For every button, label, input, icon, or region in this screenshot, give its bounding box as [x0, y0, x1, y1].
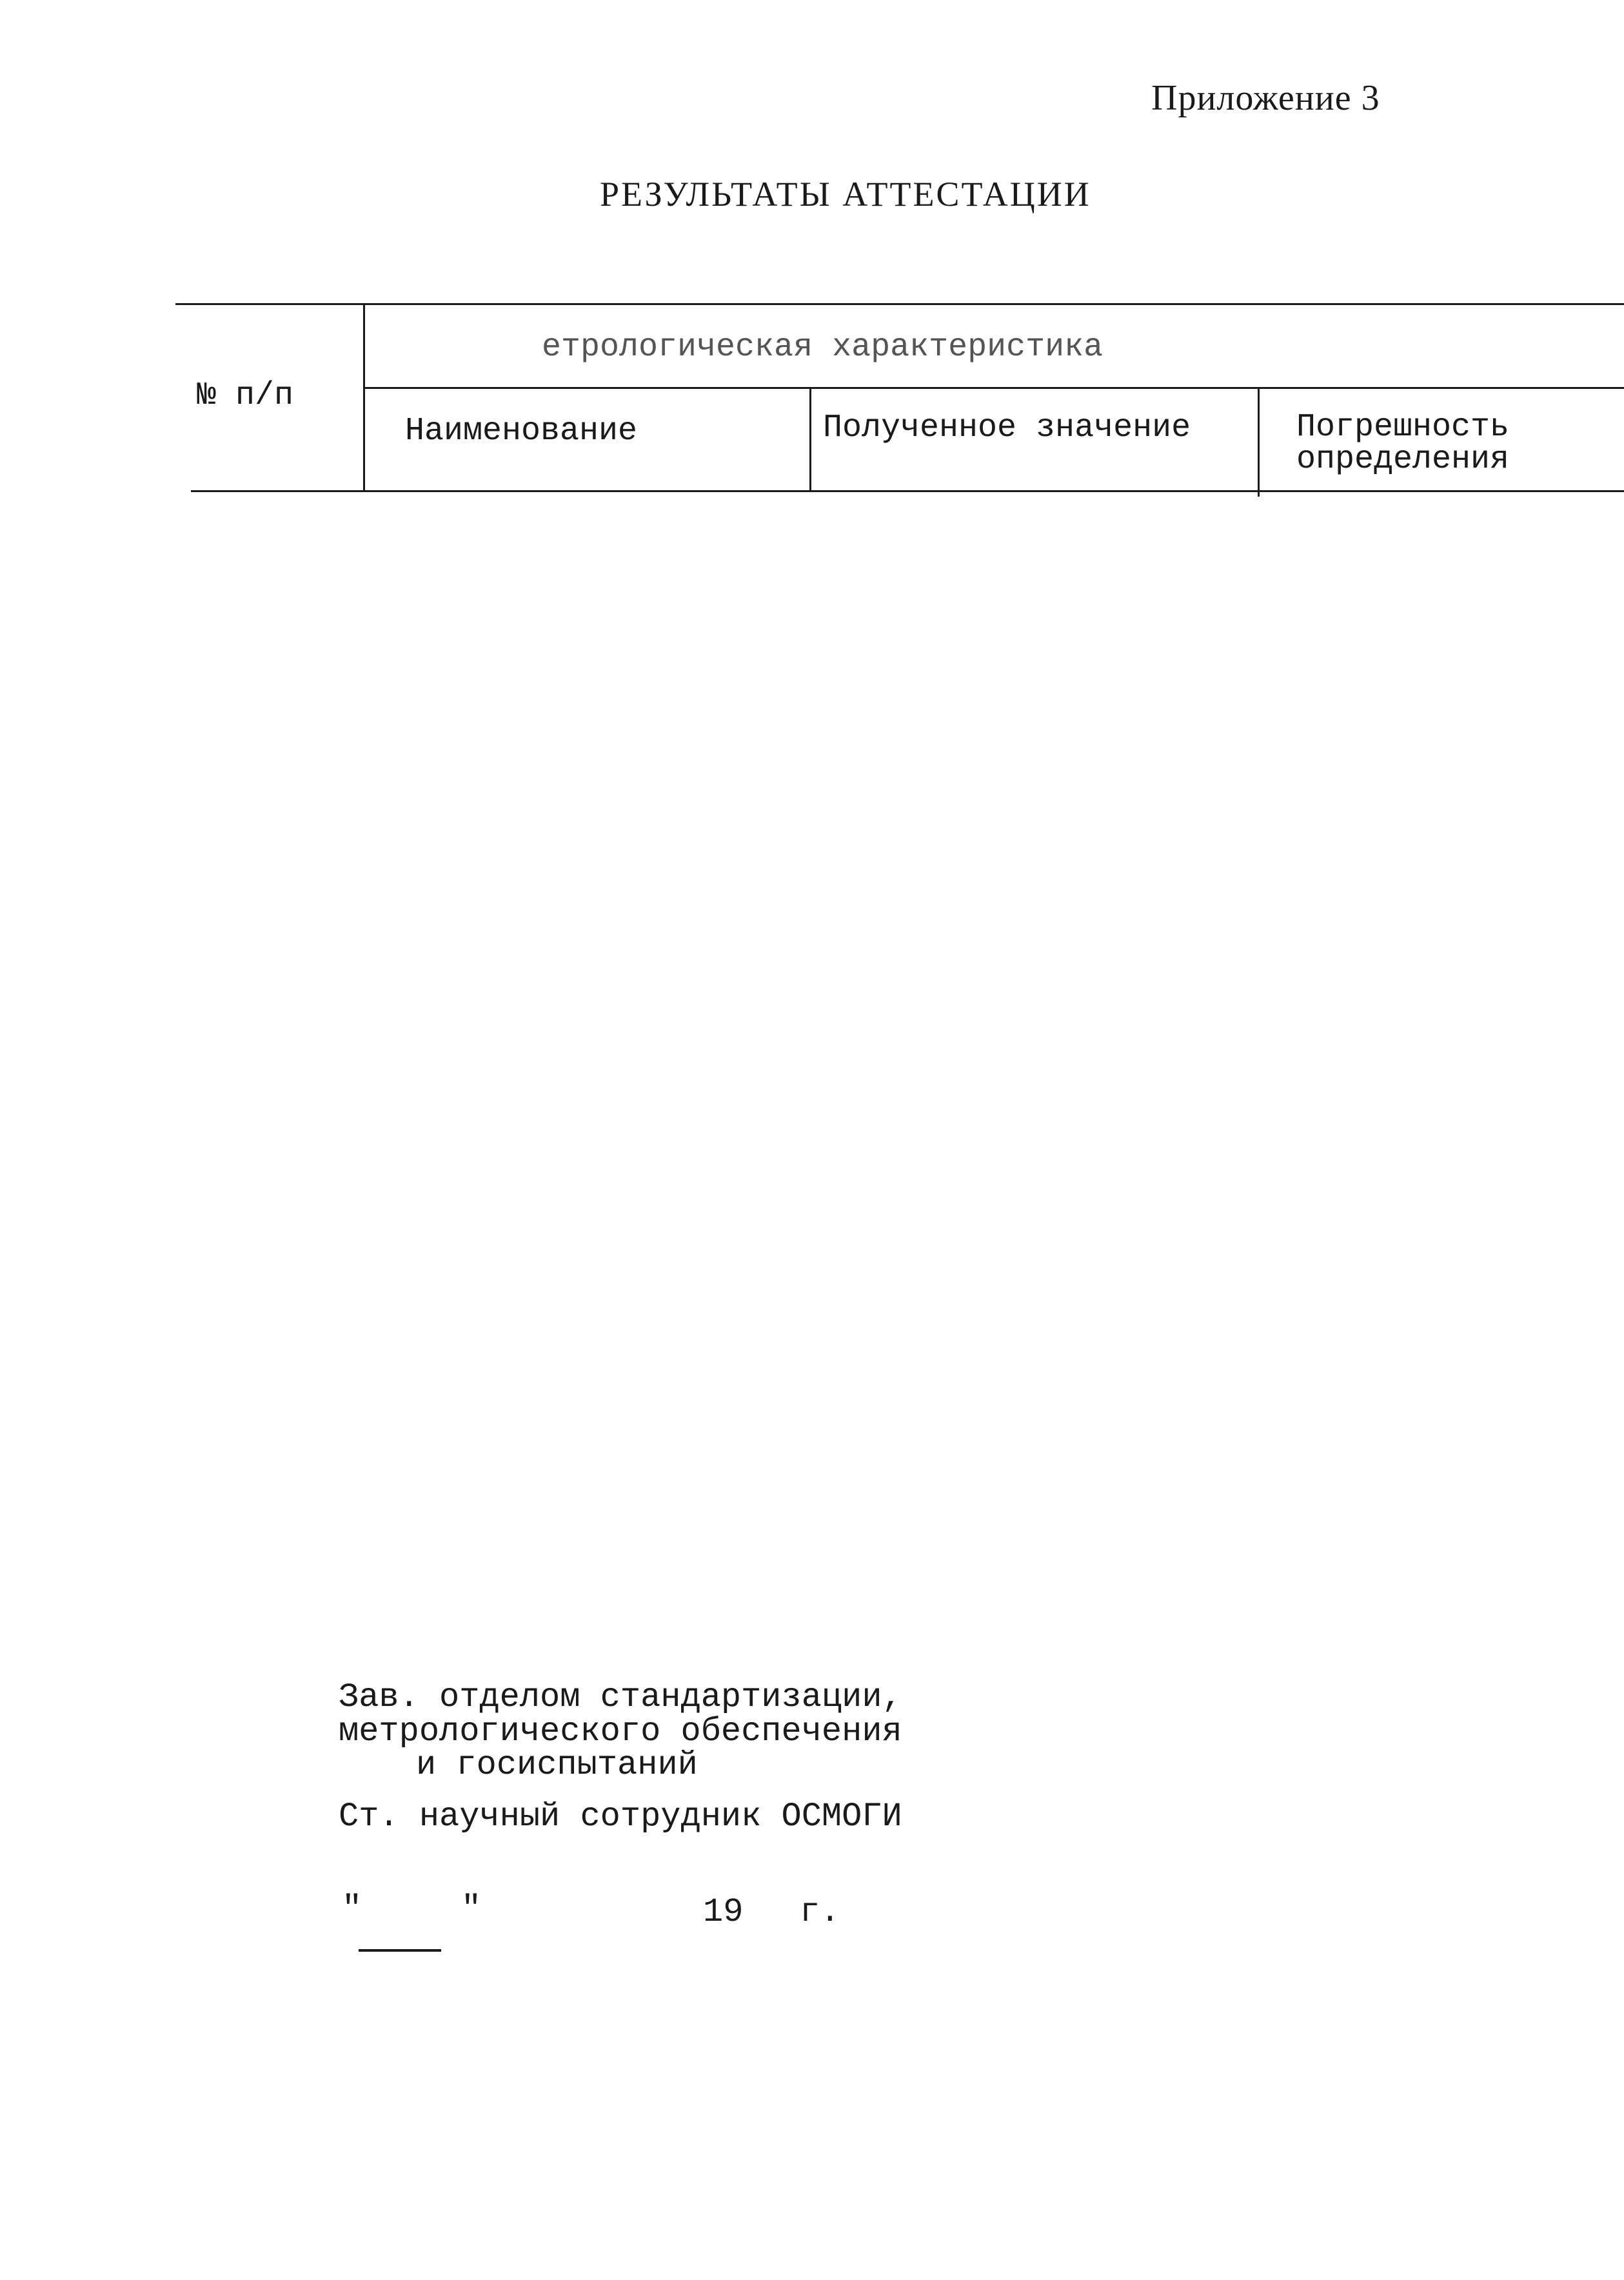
- error-column-header: [1296, 411, 1509, 476]
- group-header-border: [364, 387, 1624, 389]
- date-open-quote: ": [342, 1890, 362, 1928]
- value-column-header: Полученное значение: [823, 410, 1191, 446]
- date-close-quote: ": [461, 1890, 482, 1928]
- name-column-header: Наименование: [405, 413, 638, 450]
- name-col-divider: [809, 387, 811, 491]
- error-column-header-line1: Погрешность: [1296, 409, 1510, 446]
- number-col-divider: [363, 303, 365, 491]
- signature-line-1: Зав. отделом стандартизации,: [339, 1678, 902, 1716]
- date-day-underline: [359, 1949, 441, 1952]
- date-year-prefix: 19: [703, 1893, 744, 1931]
- appendix-label: Приложение 3: [1151, 78, 1380, 118]
- group-header: етрологическая характеристика: [542, 329, 1104, 366]
- value-col-divider: [1258, 387, 1260, 497]
- number-column-header: № п/п: [197, 377, 294, 414]
- table-bottom-border: [191, 490, 1624, 492]
- table-top-border: [175, 303, 1624, 305]
- document-title: РЕЗУЛЬТАТЫ АТТЕСТАЦИИ: [600, 175, 1091, 213]
- date-year-suffix: г.: [800, 1893, 840, 1931]
- signature-line-3: и госиспытаний: [416, 1746, 698, 1784]
- signature-line-2: метрологического обеспечения: [339, 1712, 902, 1750]
- signature-line-4: Ст. научный сотрудник ОСМОГИ: [339, 1798, 902, 1836]
- error-column-header-line2: определения: [1296, 441, 1510, 478]
